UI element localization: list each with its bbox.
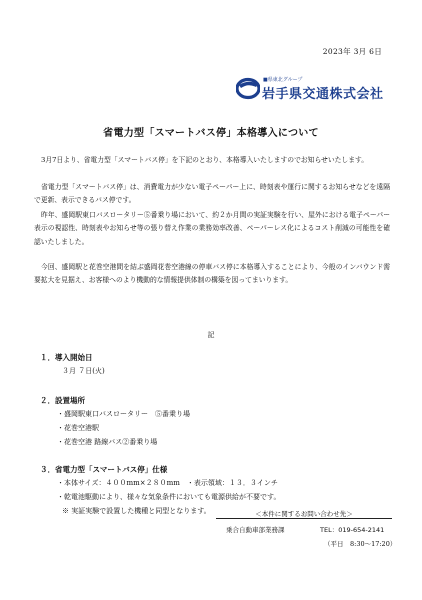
logo-company-name: 岩手県交通株式会社 <box>262 87 384 102</box>
paragraph-1: 3月7日より、省電力型「スマートバス停」を下記のとおり、本格導入いたしますのでお知らせいたします。 <box>41 156 369 164</box>
paragraph-2: 省電力型「スマートバス停」は、消費電力が少ない電子ペーパー上に、時刻表や運行に関するお知らせなどを遠隔で更新、表示できるバス停です。 <box>34 183 390 205</box>
paragraph-4: 今回、盛岡駅と花巻空港間を結ぶ盛岡花巻空港線の停車バス停に本格導入することにより、今般のインバウンド需要拡大を見据え、お客様へのより機動的な情報提供体制の構築を図ってまいります。 <box>34 263 390 285</box>
section-1-heading: １．導入開始日 <box>40 353 93 362</box>
ki-heading: 記 <box>207 331 215 339</box>
contact-phone: TEL：019-654-2141 <box>320 526 385 534</box>
contact-department: 乗合自動車部業務課 <box>226 526 285 534</box>
logo-group-name: ■県東北グループ <box>263 77 303 83</box>
section-1-line-1: ３月 ７日(火) <box>62 367 105 375</box>
contact-header: ＜本件に関するお問い合わせ先＞ <box>255 510 353 518</box>
contact-box <box>222 509 397 549</box>
paragraph-3: 昨年、盛岡駅東口バスロータリー⑤番乗り場において、約２か月間の実証実験を行い、屋外における電子ペーパー表示の視認性、時刻表やお知らせ等の張り替え作業の業務効率改善、ペーパーレス化によるコスト削減の可能性を確認いたしました。 <box>34 211 390 246</box>
section-2-heading: ２．設置場所 <box>40 396 85 405</box>
contact-divider <box>216 518 392 519</box>
document-title: 省電力型「スマートバス停」本格導入について <box>103 128 319 139</box>
section-3-line-1: ・本体サイズ：４００mm×２８０mm ・表示領域：１３．３インチ <box>57 479 278 487</box>
section-3-heading: ３．省電力型「スマートバス停」仕様 <box>40 465 168 474</box>
section-2-line-1: ・盛岡駅東口バスロータリー ⑤番乗り場 <box>57 410 190 418</box>
company-logo-mark-icon <box>236 76 260 100</box>
section-3-line-2: ・乾電池駆動により、様々な気象条件においても電源供給が不要です。 <box>57 493 281 501</box>
section-2-line-3: ・花巻空港 路線バス②番乗り場 <box>57 438 158 446</box>
document-date: 2023年 3月 6日 <box>322 47 382 56</box>
section-3-line-3: ※ 実証実験で設置した機種と同型となります。 <box>62 507 211 515</box>
company-logo <box>236 76 396 100</box>
section-2-line-2: ・花巻空港駅 <box>57 424 99 432</box>
contact-hours: （平日 8:30～17:20） <box>324 540 397 548</box>
